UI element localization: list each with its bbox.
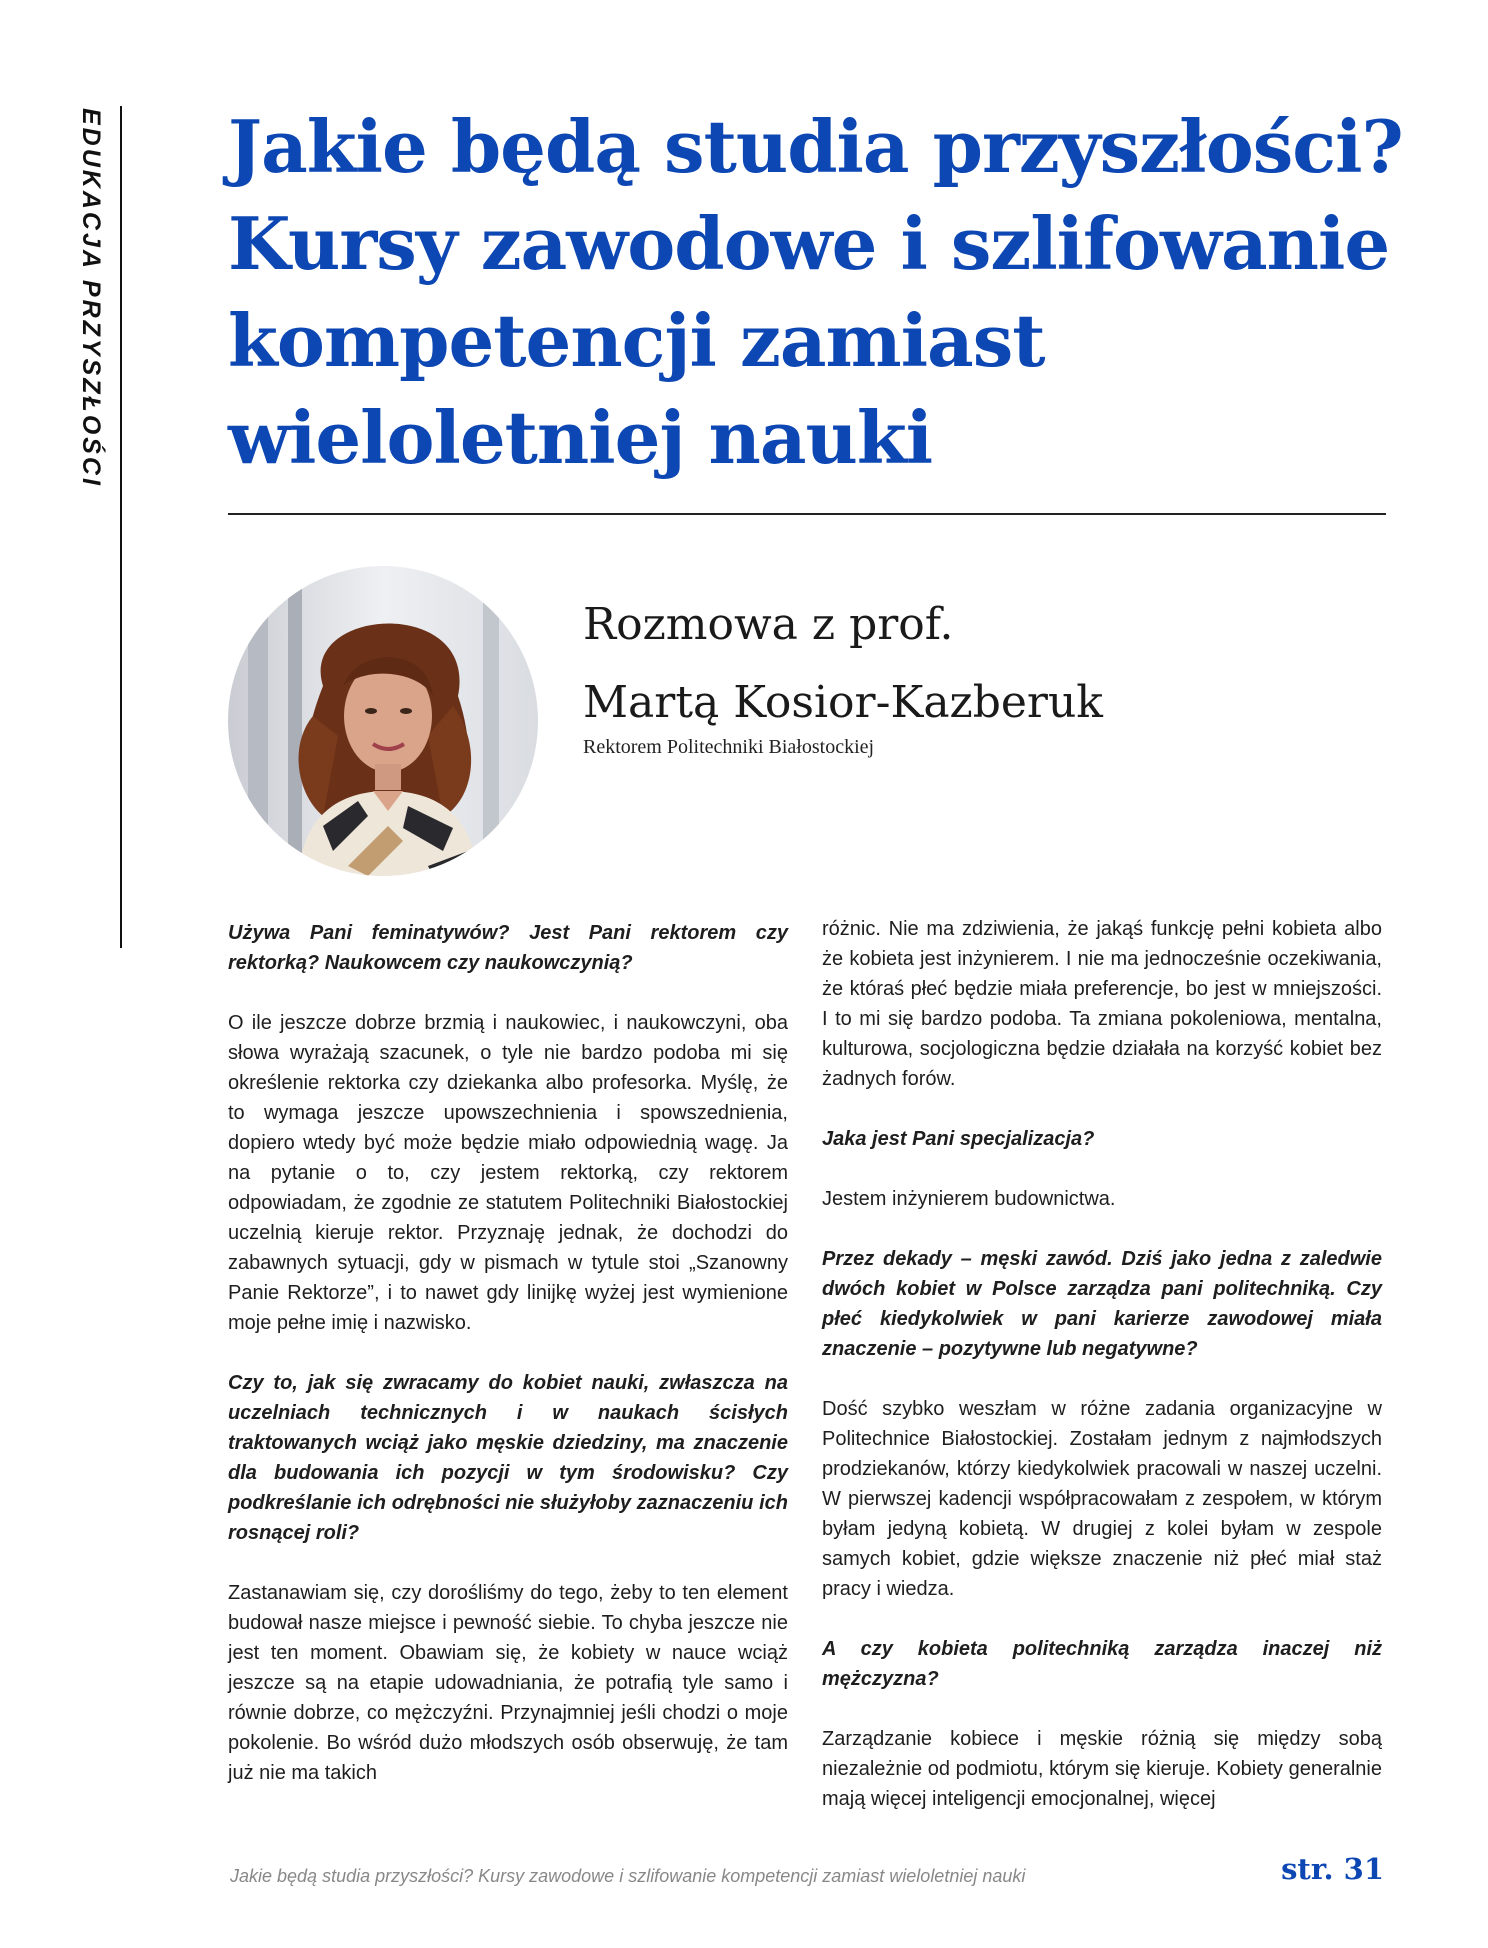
question: Czy to, jak się zwracamy do kobiet nauki, zwłaszcza na uczelniach technicznych i w naukach ścisłych traktowanych wciąż jako męskie dziedziny, ma znaczenie dla budowania ich pozycji w tym środowisku? Czy podkreślanie ich odrębności nie służyłoby zaznaczeniu ich rosnącej roli? xyxy=(228,1372,788,1544)
interview-line-1: Rozmowa z prof. xyxy=(583,599,954,650)
vertical-divider xyxy=(120,106,122,948)
interviewee-role: Rektorem Politechniki Białostockiej xyxy=(583,736,875,758)
question: Używa Pani feminatywów? Jest Pani rektorem czy rektorką? Naukowcem czy naukowczynią? xyxy=(228,922,788,974)
right-column xyxy=(822,914,1382,1814)
question: Jaka jest Pani specjalizacja? xyxy=(822,1128,1095,1150)
left-column xyxy=(228,918,788,1788)
answer: Zastanawiam się, czy dorośliśmy do tego, żeby to ten element budował nasze miejsce i pewność siebie. To chyba jeszcze nie jest ten moment. Obawiam się, że kobiety w nauce wciąż jeszcze są na etapie udowadniania, że potrafią tyle samo i równie dobrze, co mężczyźni. Przynajmniej jeśli chodzi o moje pokolenie. Bo wśród dużo młodszych osób obserwuję, że tam już nie ma takich xyxy=(228,1582,788,1784)
answer: Zarządzanie kobiece i męskie różnią się między sobą niezależnie od podmiotu, którym się kieruje. Kobiety generalnie mają więcej inteligencji emocjonalnej, więcej xyxy=(822,1728,1382,1810)
interview-heading xyxy=(583,586,1103,742)
interview-line-2: Martą Kosior-Kazberuk xyxy=(583,677,1103,728)
question: A czy kobieta politechniką zarządza inaczej niż mężczyzna? xyxy=(822,1638,1382,1690)
title-divider xyxy=(228,513,1386,515)
section-label: EDUKACJA PRZYSZŁOŚCI xyxy=(77,108,105,488)
article-title: Jakie będą studia przyszłości? Kursy zawodowe i szlifowanie kompetencji zamiast wieloletniej nauki xyxy=(228,104,1403,480)
answer: różnic. Nie ma zdziwienia, że jakąś funkcję pełni kobieta albo że kobieta jest inżynierem. I nie ma jednocześnie oczekiwania, że któraś płeć będzie miała preferencje, bo jest w mniejszości. I to mi się bardzo podoba. Ta zmiana pokoleniowa, mentalna, kulturowa, socjologiczna będzie działała na korzyść kobiet bez żadnych forów. xyxy=(822,918,1382,1090)
answer: O ile jeszcze dobrze brzmią i naukowiec, i naukowczyni, oba słowa wyrażają szacunek, o tyle nie bardzo podoba mi się określenie rektorka czy dziekanka albo profesorka. Myślę, że to wymaga jeszcze upowszechnienia i spowszednienia, dopiero wtedy być może będzie miało odpowiednią wagę. Ja na pytanie o to, czy jestem rektorką, czy rektorem odpowiadam, że zgodnie ze statutem Politechniki Białostockiej uczelnią kieruje rektor. Przyznaję jednak, że dochodzi do zabawnych sytuacji, gdy w pismach w tytule stoi „Szanowny Panie Rektorze”, i to nawet gdy linijkę wyżej jest wymienione moje pełne imię i nazwisko. xyxy=(228,1012,788,1334)
answer: Dość szybko weszłam w różne zadania organizacyjne w Politechnice Białostockiej. Zostałam jednym z najmłodszych prodziekanów, którzy kiedykolwiek pracowali w naszej uczelni. W pierwszej kadencji współpracowałam z zespołem, w którym byłam jedyną kobietą. W drugiej z kolei byłam w zespole samych kobiet, gdzie większe znaczenie niż płeć miał staż pracy i wiedza. xyxy=(822,1398,1382,1600)
question: Przez dekady – męski zawód. Dziś jako jedna z zaledwie dwóch kobiet w Polsce zarządza pani politechniką. Czy płeć kiedykolwiek w pani karierze zawodowej miała znaczenie – pozytywne lub negatywne? xyxy=(822,1248,1382,1360)
page-number: str. 31 xyxy=(1281,1852,1384,1886)
answer: Jestem inżynierem budownictwa. xyxy=(822,1188,1116,1210)
portrait-illustration xyxy=(228,566,538,876)
portrait-photo xyxy=(228,566,538,876)
footer-running-title: Jakie będą studia przyszłości? Kursy zawodowe i szlifowanie kompetencji zamiast wieloletniej nauki xyxy=(230,1866,1026,1886)
